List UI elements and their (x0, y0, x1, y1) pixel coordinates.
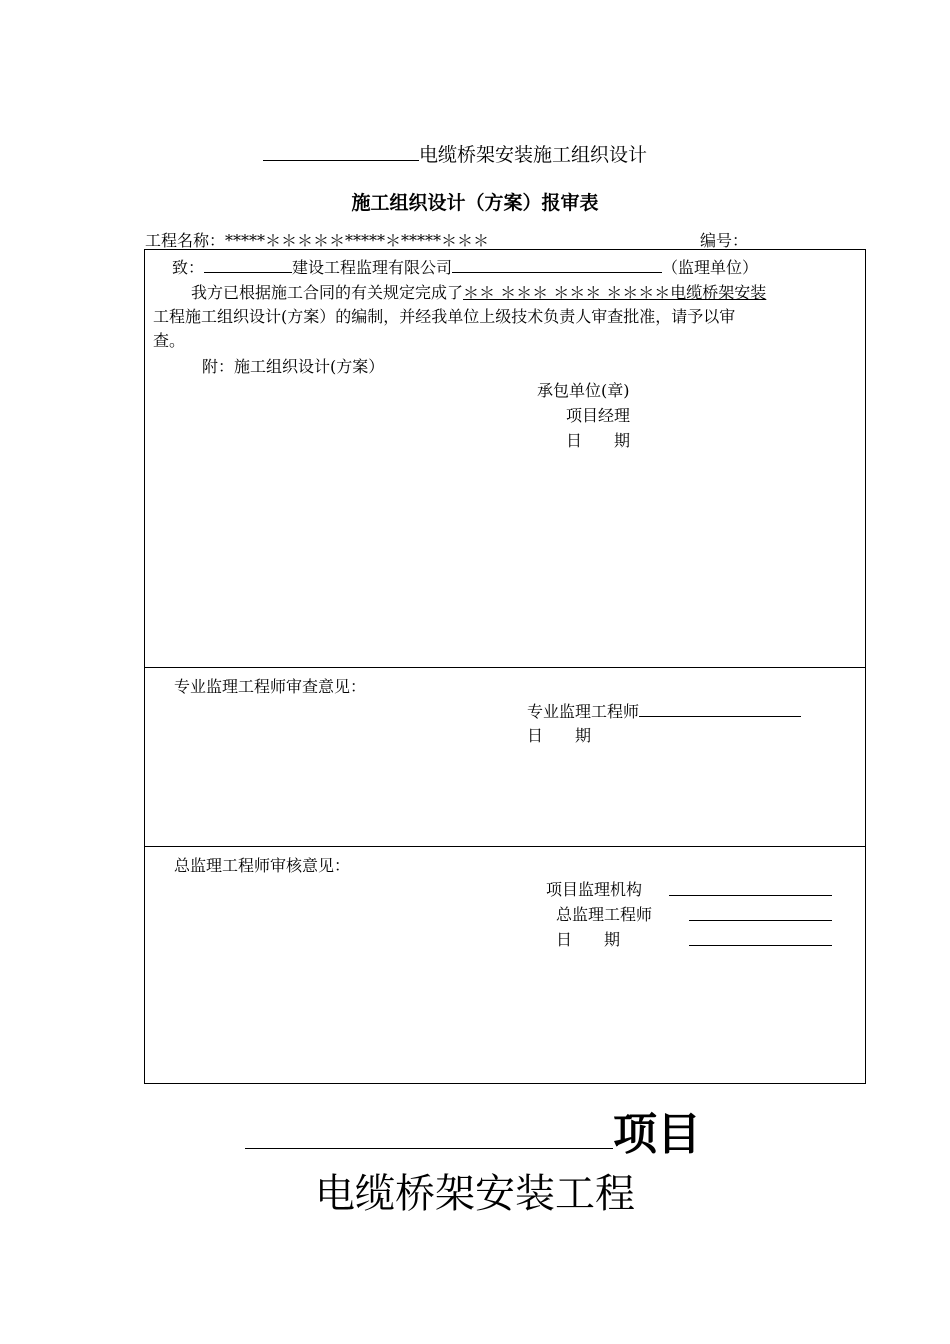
to-unit: （监理单位） (662, 258, 759, 277)
to-blank-2 (452, 254, 662, 273)
title-text: 电缆桥架安装施工组织设计 (419, 144, 648, 166)
contractor-label: 承包单位(章) (537, 381, 630, 400)
project-heading (245, 1098, 701, 1162)
specialist-engineer-label: 专业监理工程师 (527, 702, 640, 721)
signature-blank (639, 698, 801, 717)
to-company: 建设工程监理有限公司 (292, 258, 453, 277)
chief-engineer-label: 总监理工程师 (556, 905, 653, 924)
chief-blank (689, 902, 832, 921)
date-label: 日 期 (566, 431, 631, 450)
to-label: 致： (172, 258, 205, 277)
number-label: 编号： (700, 231, 749, 250)
section-divider (144, 667, 866, 668)
date-blank (689, 927, 832, 946)
chief-opinion-heading: 总监理工程师审核意见： (174, 856, 351, 875)
project-name: 工程名称：*****＊＊＊＊＊*****＊*****＊＊＊ (145, 231, 490, 250)
org-blank (669, 877, 832, 896)
specialist-opinion-heading: 专业监理工程师审查意见： (174, 677, 367, 696)
project-subtitle: 电缆桥架安装工程 (315, 1171, 635, 1217)
to-line (172, 254, 758, 278)
specialist-engineer-line (527, 698, 801, 722)
manager-label: 项目经理 (566, 406, 631, 425)
attachment-line: 附：施工组织设计(方案） (202, 357, 385, 376)
title-blank (263, 138, 419, 161)
body-project-name: ＊＊ ＊＊＊ ＊＊＊ ＊＊＊＊电缆桥架安装 (463, 283, 767, 302)
body-line-3: 查。 (153, 331, 186, 350)
to-blank (204, 254, 292, 273)
project-blank (245, 1102, 613, 1149)
specialist-date-label: 日 期 (527, 726, 592, 745)
body-line-1 (191, 280, 766, 303)
supervision-org-label: 项目监理机构 (546, 880, 643, 899)
document-title (263, 138, 647, 167)
body-line-2: 工程施工组织设计(方案）的编制，并经我单位上级技术负责人审查批准，请予以审 (153, 307, 736, 326)
form-title: 施工组织设计（方案）报审表 (351, 192, 599, 214)
chief-date-label: 日 期 (556, 930, 621, 949)
body-prefix: 我方已根据施工合同的有关规定完成了 (191, 283, 464, 302)
section-divider (144, 846, 866, 847)
project-label: 项目 (613, 1109, 701, 1160)
